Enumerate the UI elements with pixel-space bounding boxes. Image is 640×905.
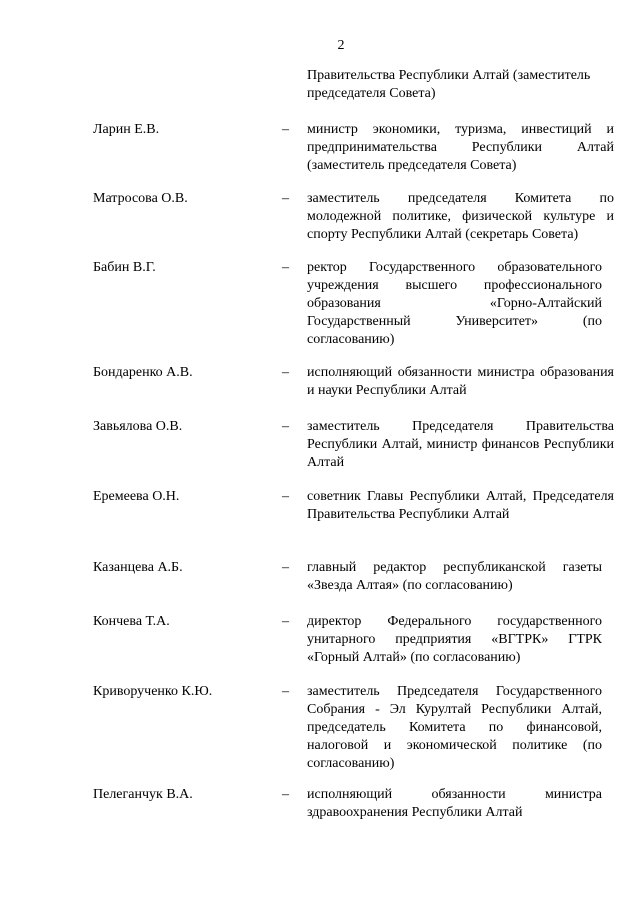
member-dash: –	[282, 260, 289, 275]
member-name: Завьялова О.В.	[93, 419, 183, 434]
member-name: Бондаренко А.В.	[93, 365, 193, 380]
member-dash: –	[282, 419, 289, 434]
member-dash: –	[282, 489, 289, 504]
page-number: 2	[337, 38, 345, 53]
member-role: советник Главы Республики Алтай, Председателя Правительства Республики Алтай	[307, 489, 614, 522]
member-dash: –	[282, 787, 289, 802]
member-role: ректор Государственного образовательного учреждения высшего профессионального образования «Горно-Алтайский Государственный Университет» (по согласованию)	[307, 260, 602, 347]
member-name: Казанцева А.Б.	[93, 560, 183, 575]
member-name: Матросова О.В.	[93, 191, 188, 206]
member-role: министр экономики, туризма, инвестиций и предпринимательства Республики Алтай (заместитель председателя Совета)	[307, 122, 614, 173]
member-dash: –	[282, 122, 289, 137]
member-name: Бабин В.Г.	[93, 260, 156, 275]
member-name: Пелеганчук В.А.	[93, 787, 193, 802]
member-name: Криворученко К.Ю.	[93, 684, 213, 699]
member-dash: –	[282, 684, 289, 699]
member-role: заместитель Председателя Правительства Республики Алтай, министр финансов Республики Алтай	[307, 419, 614, 470]
member-dash: –	[282, 560, 289, 575]
member-name: Еремеева О.Н.	[93, 489, 180, 504]
member-role: заместитель председателя Комитета по молодежной политике, физической культуре и спорту Республики Алтай (секретарь Совета)	[307, 191, 614, 242]
member-role: исполняющий обязанности министра образования и науки Республики Алтай	[307, 365, 614, 398]
member-role: директор Федерального государственного унитарного предприятия «ВГТРК» ГТРК «Горный Алтай» (по согласованию)	[307, 614, 602, 665]
member-role: главный редактор республиканской газеты «Звезда Алтая» (по согласованию)	[307, 560, 602, 593]
member-dash: –	[282, 191, 289, 206]
member-role: заместитель Председателя Государственного Собрания - Эл Курултай Республики Алтай, председатель Комитета по финансовой, налоговой и экономической политике (по согласованию)	[307, 684, 602, 771]
member-dash: –	[282, 365, 289, 380]
member-role: исполняющий обязанности министра здравоохранения Республики Алтай	[307, 787, 602, 820]
member-name: Ларин Е.В.	[93, 122, 160, 137]
member-dash: –	[282, 614, 289, 629]
member-name: Кончева Т.А.	[93, 614, 170, 629]
continuation-text: Правительства Республики Алтай (заместитель председателя Совета)	[307, 68, 591, 101]
